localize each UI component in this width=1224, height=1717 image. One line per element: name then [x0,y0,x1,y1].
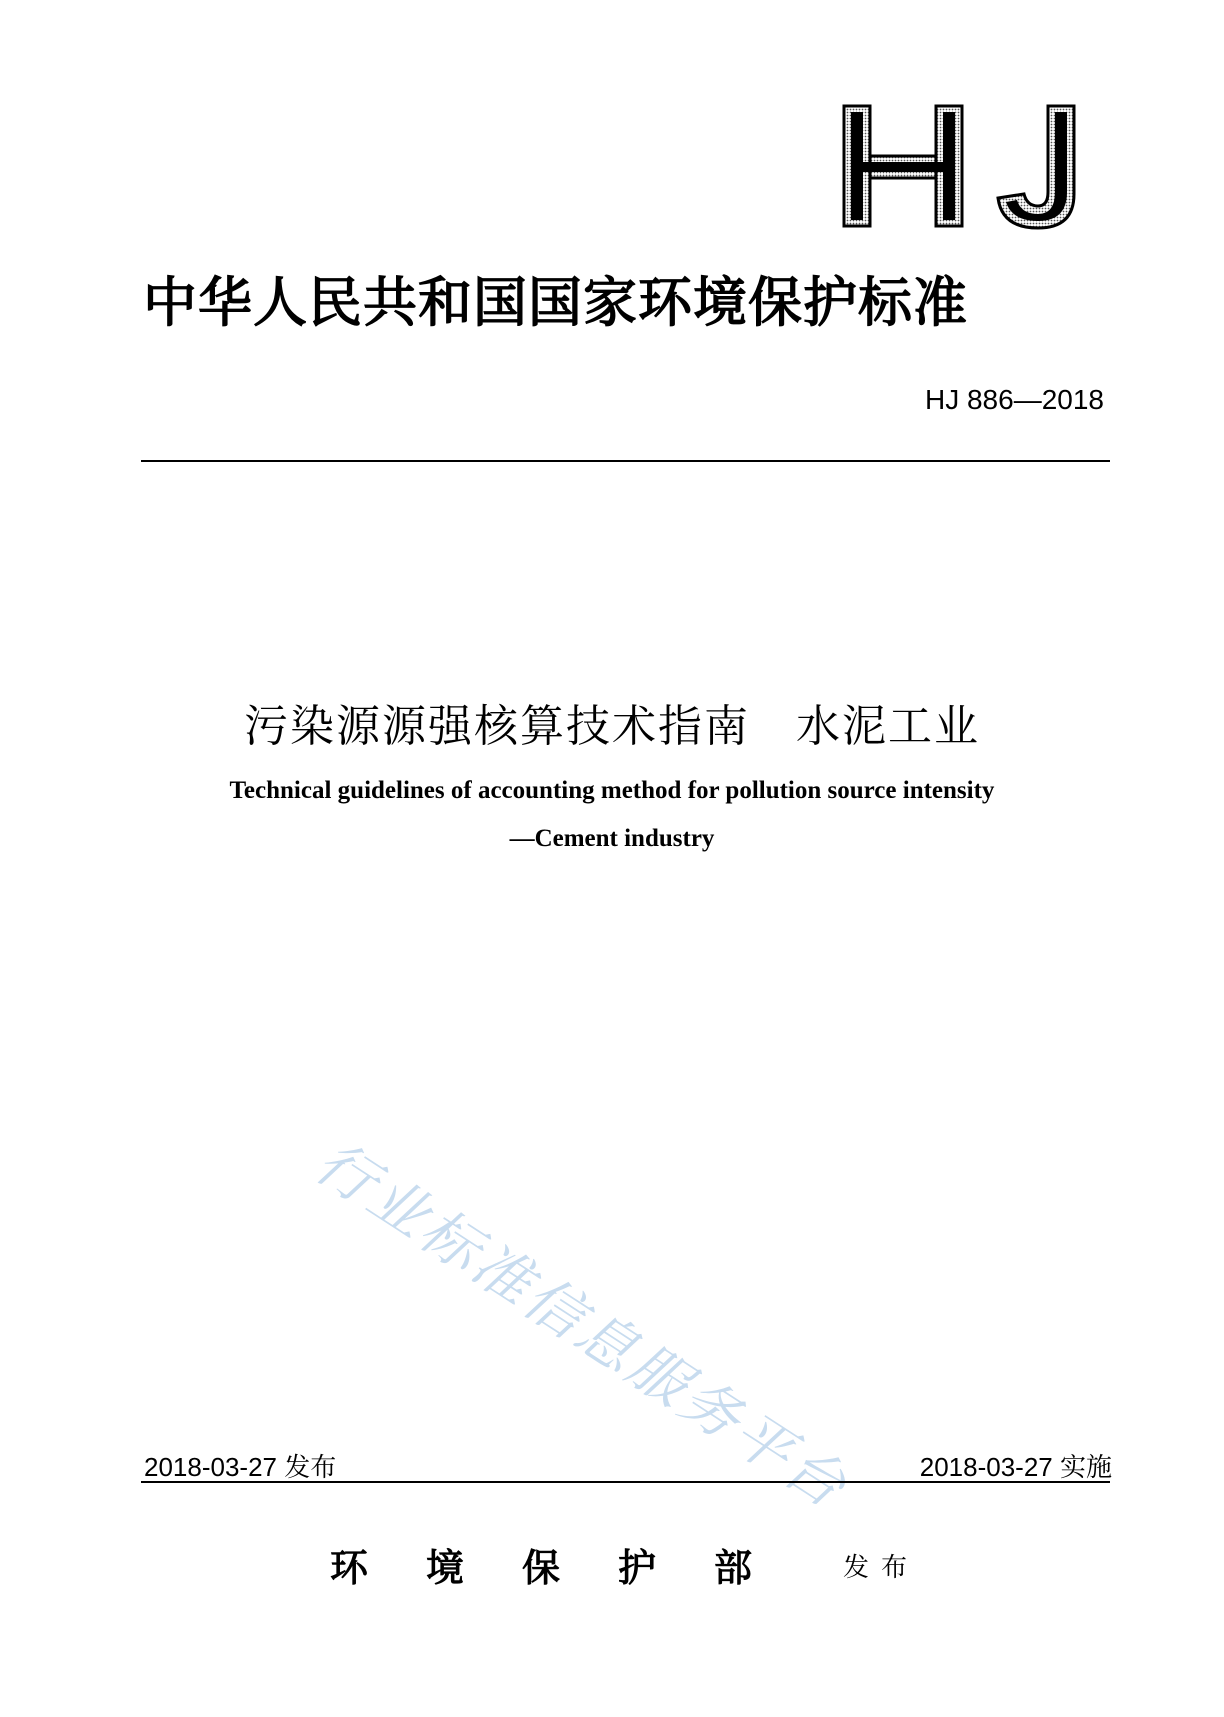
document-title-chinese: 污染源源强核算技术指南 水泥工业 [244,701,980,752]
header-divider [141,460,1110,462]
implementation-date: 2018-03-27 实施 [919,1452,1112,1482]
logo-letter-h [844,106,962,226]
document-subtitle-english: —Cement industry [509,825,715,852]
footer-divider [141,1481,1110,1483]
watermark: 行业标准信息服务平台 [303,1127,861,1523]
issue-date: 2018-03-27 发布 [144,1452,337,1482]
standard-number: HJ 886—2018 [924,384,1104,415]
issuing-label: 发布 [843,1553,920,1583]
logo-letter-j [998,106,1074,228]
issuing-ministry: 环境保护部 [330,1545,811,1590]
hj-logo [840,102,1080,232]
document-title-english: Technical guidelines of accounting method for pollution source intensity [229,777,995,804]
issuing-authority-heading: 中华人民共和国国家环境保护标准 [143,270,968,334]
